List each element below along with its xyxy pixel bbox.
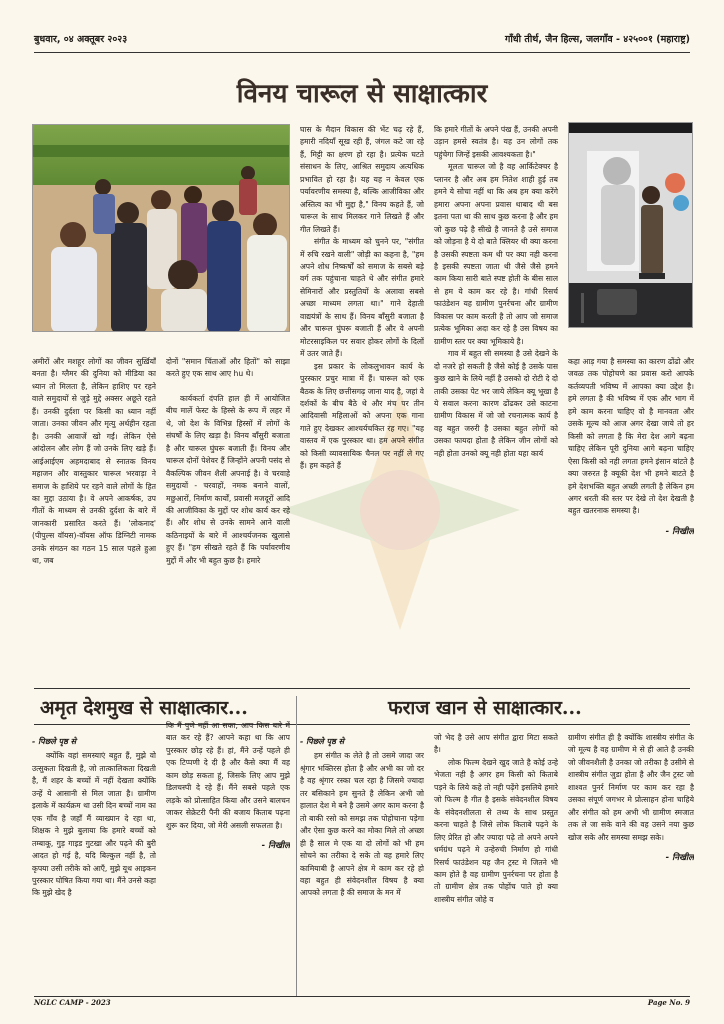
page-number: Page No. 9 bbox=[647, 998, 690, 1007]
author-signature: - निखील bbox=[665, 526, 694, 537]
section-title-underline bbox=[306, 724, 690, 725]
paragraph: इस प्रकार के लोकलुभावन कार्य के पुरस्कार प्रचुर मात्रा में हैं। चारूल को एक बैठक के लिए छत्तीसगढ़ जाना याद है, जहां वे दर्शकों के बीच बैठे थे और मंच पर तीन आदिवासी महिलाओं को अपना एक गाना गाते हुए देखकर आश्चर्यचकित रह गए। "यह वास्तव में एक पुरस्कार था। हम अपने संगीत को किसी व्यावसायिक चैनल पर नहीं ले गए हैं। हम कहते हैं bbox=[300, 361, 424, 471]
header-rule bbox=[34, 52, 690, 53]
footer-rule bbox=[34, 996, 690, 997]
section-title-faraz: फराज खान से साक्षात्कार... bbox=[388, 697, 582, 719]
article-top-col-2 bbox=[166, 356, 290, 678]
section-title-amrut: अमृत देशमुख से साक्षात्कार... bbox=[40, 697, 248, 719]
continued-label: - पिछले पृष्ठ से bbox=[32, 737, 76, 746]
footer-event: NGLC CAMP - 2023 bbox=[34, 998, 111, 1007]
issue-location: गाँधी तीर्थ, जैन हिल्स, जलगाँव - ४२५००१ (महाराष्ट्र) bbox=[504, 34, 690, 45]
page-header bbox=[34, 32, 690, 48]
article-left-col-1 bbox=[32, 736, 156, 992]
group-photo bbox=[32, 124, 290, 332]
paragraph: जो भेद है उसे आप संगीत द्वारा मिटा सकते है। bbox=[434, 733, 558, 755]
issue-date: बुधवार, ०४ अक्तूबर २०२३ bbox=[34, 34, 128, 45]
author-signature: - निखील bbox=[261, 841, 290, 852]
column-divider bbox=[296, 696, 297, 996]
paragraph: क्योंकि वहां समस्याएं बहुत हैं, मुझे वो उत्सुकता दिखती है, जो तात्कालिकता दिखती है, मैं शहर के बच्चों में नहीं देखता क्योंकि उन्हें ये आसानी से मिल जाता है। ग्रामीण इलाके में कार्यक्रम था उसी दिन बच्चों नाम का एक गाँव है जहाँ मैं व्याख्यान दे रहा था, शिक्षक ने मुझे बुलाया कि हमारे बच्चों को तम्बाकू, गुड़ गाइड गुटखा और पढ़ने की बुरी आदत हो गई है, यदि बिल्कुल नहीं है, तो कृपया उसी तरीके को आएँ, मुझे यूथ आइकन पुरस्कार घोषित किया गया था। मैंने उनसे कहा कि मुझे खेद है bbox=[32, 751, 156, 898]
article-top-col-3 bbox=[300, 124, 424, 678]
section-rule bbox=[34, 688, 690, 689]
article-top-col-1 bbox=[32, 356, 156, 678]
paragraph: कि मैं पुणे नहीं आ सका, आप किस बारे में बात कर रहे हैं? आपने कहा था कि आप पुरस्कार छोड़ रहे हैं। हां, मैंने उन्हें पहले ही एक टिप्पणी दे दी है और कैसे क्या मैं वह काम छोड़ सकता हूं, जिसके लिए आप मुझे डिलचस्पी दे रहे हैं। मैंने सबसे पहले एक लड़के को प्रोत्साहित किया और उसने बालचन जाकर सेक्रेटरी पैनी की बजाय किताब पढ़ना शुरू कर दिया, जो मेरी असली सफलता है। bbox=[166, 721, 290, 830]
paragraph: घास के मैदान विकास की भेंट चढ़ रहे हैं, हमारी नदियाँ सूख रही हैं, जंगल कटे जा रहे हैं, मिट्टी का क्षरण हो रहा है। प्रत्येक घटते संसाधन के लिए, आश्रित समुदाय अत्यधिक प्रभावित हो रहा है। यह यह न केवल एक पर्यावरणीय समस्या है, बल्कि आजीविका और अस्तित्व का भी मुद्दा है," विनय कहते हैं, जो चारूल के साथ मिलकर गाने लिखते हैं और गीत लिखते हैं। bbox=[300, 125, 424, 234]
article-right-col-2 bbox=[434, 732, 558, 992]
paragraph: अमीरों और मशहूर लोगों का जीवन सुर्ख़ियाँ बनता है। ग्लैमर की दुनिया को मीडिया का ध्यान तो मिलता है, लेकिन हाशिए पर रहने वाले समुदायों से जुड़े मुद्दे अक्सर अछूते रहते हैं। उनकी दुर्दशा पर किसी का ध्यान नहीं जाता। उनका जीवन और मृत्यु अर्थहीन रहता है। उनकी आवाजें खो गईं। लेकिन ऐसे आंदोलन और लोग हैं जो उनके लिए खड़े हैं। आईआईएम अहमदाबाद से स्नातक विनय महाजन और वास्तुकार चारूल भरवाड़ा ने समाज के हाशिये पर रहने वाले लोगों के हित का मुद्दा उठाया है। वे अपने आकर्षक, उप गीतों के माध्यम से उनकी दुर्दशा के बारे में जानकारी प्रसारित करते हैं। 'लोकनाद' (पीपुल्स वॉयस)-वॉयस ऑफ डिग्निटी नामक उनके संगठन का गठन 15 साल पहले हुआ था, जब bbox=[32, 357, 156, 566]
main-article-title: विनय चारूल से साक्षात्कार bbox=[236, 79, 488, 109]
paragraph: गाव में बहुत सी समस्या है उसे देखने के दो नजरे हो सकती है जैसे कोई है उसके पास कुछ खाने के लिये नहीं है उसको दो रोटी दे दो ताकी उसका पेट भर जाये लेकिन क्यू भूखा है ये सवाल करना कारण ढोंढकर उसे काटना ग्रामीण विकास में जो जो रचनात्मक कार्य है वह बहुत जरुरी है उसका बहुत लोगों को उसका फायदा होता है लेकिन जीन लोगों को नही होता उनको क्यू नही होता यहा कार्य bbox=[434, 349, 558, 458]
paragraph: कि हमारे गीतों के अपने पंख हैं, उनकी अपनी उड़ान हमसे स्वतंत्र है। यह उन लोगों तक पहुंचेगा जिन्हें इसकी आवश्यकता है।" bbox=[434, 125, 558, 159]
article-right-col-3 bbox=[568, 732, 694, 992]
stage-photo bbox=[568, 122, 693, 328]
paragraph: दोनों "समान चिंताओं और हितों" को साझा करते हुए एक साथ आए hu थे। bbox=[166, 357, 290, 379]
paragraph: संगीत के माध्यम को चुनने पर, "संगीत में रुचि रखने वाली" जोड़ी का कहना है, "हम अपने शोध निष्कर्षों को समाज के सबसे बड़े वर्ग तक पहुंचाना चाहते थे और संगीत हमारे सेमिनारों और प्रस्तुतियों के अलावा सबसे अच्छा माध्यम लगता था।" गाने देहाती वाद्ययंत्रों के साथ हैं। विनय बाँसुरी बजाता है और चारूल घुंघरू बजाती हैं और वे अपनी मोटरसाइकिल पर सवार होकर लोगों के दिलों में उतर जाते हैं। bbox=[300, 237, 424, 359]
article-left-col-2 bbox=[166, 720, 290, 992]
paragraph: लोक फिल्म देखने खुद जाते है कोई उन्हे भेजता नही है अगर हम किसी को किताबे पड़ने के लिये कहे तो नही पढ़ेंगे इसलिये हमारे जो फिल्म है गीत है इसके संवेदनशील विषय के संवेदनशीलता से तथ्य के साथ प्रस्तुत करना चाहते है जिसे लोक किताबे पढ़ने के लिए प्रेरित हो और ज्यादा पढ़े तो अपने अपने धर्मग्रंथ पढ़ने मे उन्हेरुची निर्माण हो गांधी रिसर्च फाउंडेशन यह जैन ट्रस्ट मे जितने भी काम होते है वह ग्रामीण पुनर्रचना पर होता है तो ग्रामीण क्षेत्र तक पोहोंच पाते हो क्या शास्त्रीय संगीत जोहे व bbox=[434, 757, 558, 904]
continued-label: - पिछले पृष्ठ से bbox=[300, 737, 344, 746]
paragraph: मूलतः चारूल जो है वह आर्किटेक्चर है प्लानर है और अब हम नितेश शाही हुई तब हमने ये सोचा नहीं था कि अब हम क्या करेंगे हमारा अपना अपना प्रवास थाबाद थी बस इतना पता था की साथ कुछ करना है और हम जो कुछ पढ़े है सीखे है जानते है उसे समाज को जोड़ना है ये दो बाते क्लियर थी क्या करना है उसकी स्पष्टता कम थी पर क्या नही करना है इसकी स्पष्टता जाता थी जैसे जैसे हमने काम किया सारी बाते स्पष्ट होती के बीस साल से हम ये काम कर रहे है। गांधी रिसर्च फाउंडेशन यह ग्रामीण पुनर्रचना और ग्रामीण विकास पर काम करती है तो आप जो समाज प्रत्येक भूमिका अदा कर रहे है उस विषय का ग्रामीण स्तर पर क्या भूमिकाये है। bbox=[434, 162, 558, 346]
page-footer bbox=[34, 998, 690, 1010]
paragraph: ग्रामीण संगीत ही है क्योंकि शास्त्रीय संगीत के जो मूल्य है वह ग्रामीण मे से ही आते है उनकी जो जीवनशैली है उनका जो तरीका है उसीमे से शास्त्रीय संगीत जुडा होता है और जैन ट्रस्ट जो शाश्वत पुनर्र निर्माण पर काम कर रहा है उसका संपूर्ण जगभर मे प्रोत्साहन होना चाहिये और संगीत को हम अभी भी ग्रामीण स्मजात तक ले जा सके वाने की वह उसने नया कुछ खोज सके और समस्या समझ सके। bbox=[568, 733, 694, 842]
paragraph: हम संगीत क लेते है तो उसमे जादा जर श्रृंगार भक्तिरस होता है और अभी का जो दर है वह श्रृंगार रस्का चल रहा है जिसमे ज्यादा तर बसिकाने हम सुनते है लेकिन अभी जो हालात देश मे बने है उसमे अगर काम करना है तो बाकी रसो को समझ तक पोहोचाना पड़ेगा और ऐसा कुछ करने का मोका मिले तो अच्छा ही है साल मे एक या दो लोगों को भी हम सोचने का तरीका दे सके तो वह हमारे लिए कामियाबी है आपने क्षेत्र मे काम कर रहे हो वहा बहुत ही संवेदनशील विषय है क्या आपको लगता है की समाज के मन में bbox=[300, 751, 424, 898]
author-signature: - निखील bbox=[665, 853, 694, 864]
article-top-col-4 bbox=[434, 124, 558, 678]
article-right-col-1 bbox=[300, 736, 424, 992]
paragraph: कहा आड़ गया है समस्या का कारण ढोंढो और जवळ तक पोहोचणे का प्रवास करो आपके कर्तव्यपती भविष्य में आपका क्या उद्देश है। हमे लगता है की भविष्य में एक और भाग में हमे काम करना चाहिए वो है मानवता और उसके मूल्य को आज अगर देखा जाये तो हर किसी को लगता है कि मेरा देश आगे बढ़ना चाहिए लेकिन पूरी दुनिया आगे बढ़ना चाहिए ऐसा किसी को नही लगता हमने इंसान बांटते है क्या जरुरत है क्यूकी देश भी हमने बाटते है हमे देशभक्ति बहुत अच्छी लगती है लेकिन हम अगर धरती की स्तर पर देखे तो देश देखती है बहुत खतरनाक समस्या है। bbox=[568, 357, 694, 516]
paragraph: कार्यकर्ता दंपति हाल ही में आयोजित बीच मार्ले फेस्ट के हिस्से के रूप में लहर में थे, जो देश के विभिन्न हिस्सों में लोगों के संघर्षों के लिए खड़ा है। विनय बाँसुरी बजाता है और चारूल घुंघरू बजाती हैं। विनय और चारूल दोनों पेशेवर हैं जिन्होंने अपनी पसंद से वैकल्पिक जीवन शैली अपनाई है। वे चरवाहे समुदायों - चरवाहों, नमक बनाने वालों, मछुआरों, निर्माण कार्यों, प्रवासी मजदूरों आदि की आजीविका के मुद्दों पर शोध कार्य कर रहे हैं। और शोध से उनके सामने आने वाली कठिनाइयों के बारे में आश्चर्यजनक खुलासे हुए हैं। "हम सीखते रहते हैं कि पर्यावरणीय मुद्दों में और भी बहुत कुछ है। हमारे bbox=[166, 393, 290, 565]
article-top-col-5 bbox=[568, 356, 694, 678]
